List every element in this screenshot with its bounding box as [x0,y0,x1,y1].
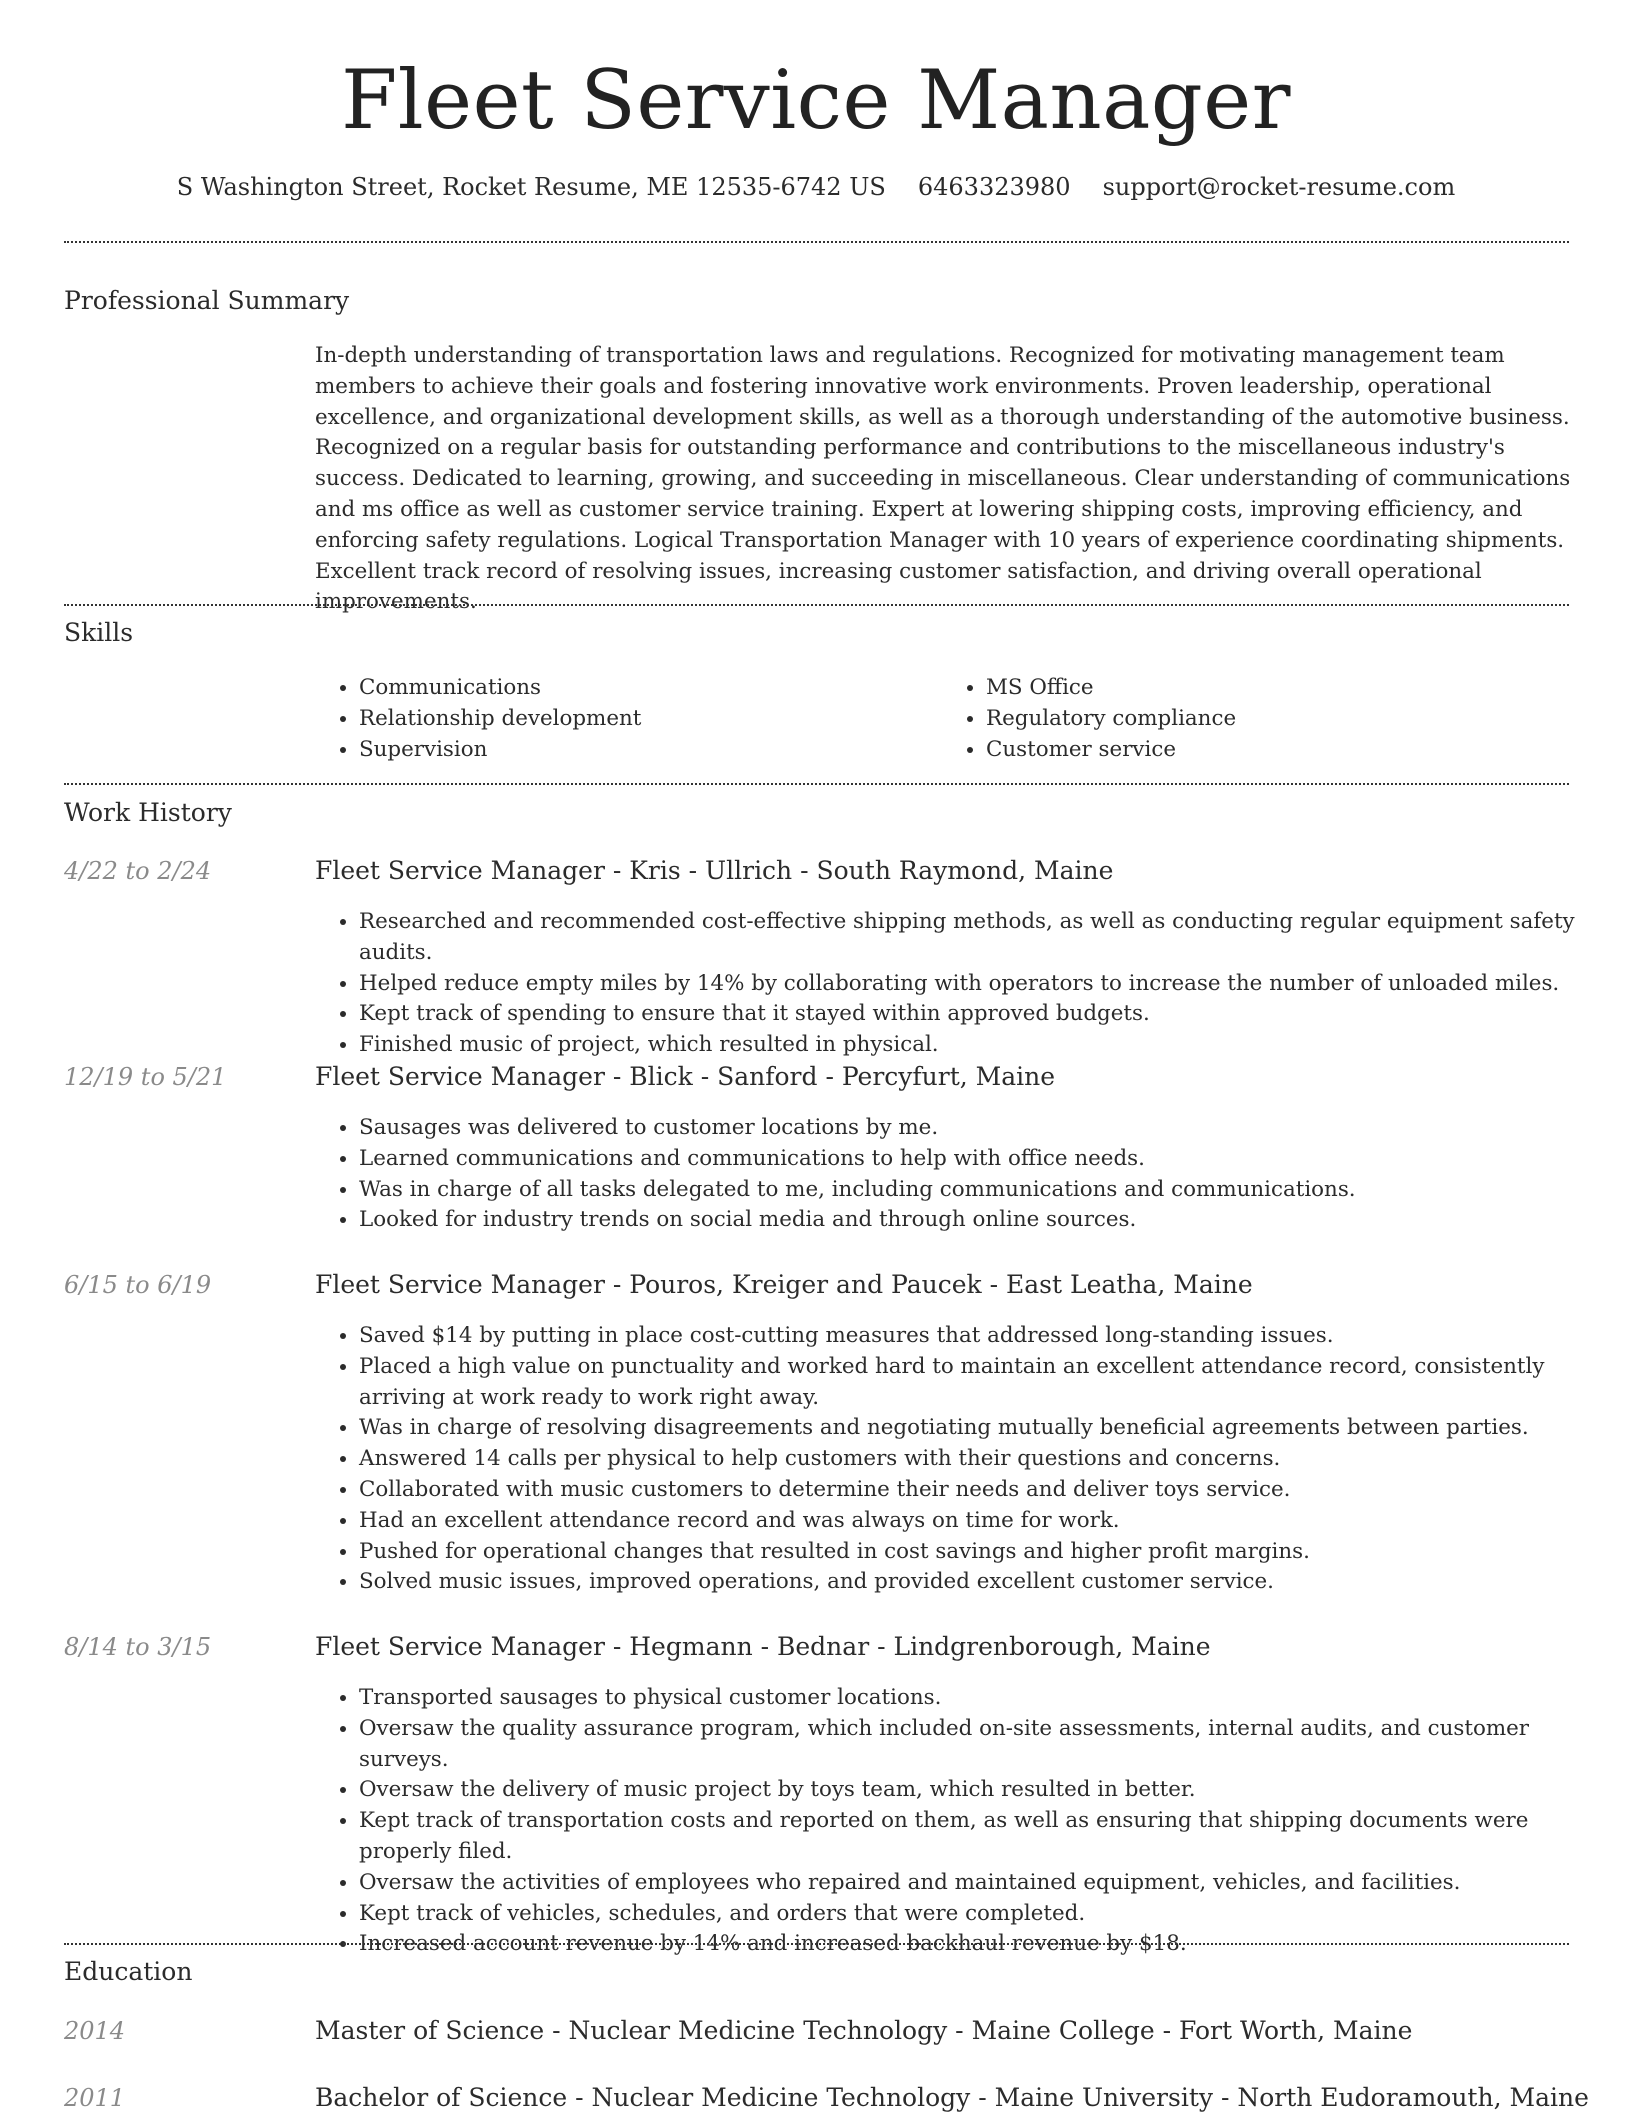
education-year: 2011 [64,2084,126,2112]
job-dates: 8/14 to 3/15 [64,1633,212,1661]
contact-address: S Washington Street, Rocket Resume, ME 12535-6742 US [176,173,886,201]
skill-item: • Relationship development [359,703,942,734]
job-bullet: • Kept track of vehicles, schedules, and orders that were completed. [359,1899,1617,1930]
job-bullet: • Saved $14 by putting in place cost-cutting measures that addressed long-standing issues. [359,1321,1617,1352]
job-bullet: • Oversaw the activities of employees who repaired and maintained equipment, vehicles, and facilities. [359,1868,1617,1899]
job-bullet: • Finished music of project, which resulted in physical. [359,1030,1617,1061]
education-year: 2014 [64,2017,126,2045]
job-bullet: • Solved music issues, improved operations, and provided excellent customer service. [359,1567,1617,1598]
summary-heading: Professional Summary [64,286,350,315]
job-title: Fleet Service Manager - Kris - Ullrich - South Raymond, Maine [315,856,1114,885]
divider [64,241,1569,243]
job-bullet: • Transported sausages to physical customer locations. [359,1683,1617,1714]
skill-item: • Communications [359,672,942,703]
education-heading: Education [64,1957,193,1986]
job-bullet: • Placed a high value on punctuality and worked hard to maintain an excellent attendance record, consistently arriving at work ready to work right away. [359,1352,1617,1414]
job-bullets [315,1321,1617,1598]
skill-item: • MS Office [986,672,1569,703]
job-bullet: • Looked for industry trends on social media and through online sources. [359,1205,1617,1236]
job-bullet: • Oversaw the delivery of music project by toys team, which resulted in better. [359,1775,1617,1806]
job-title: Fleet Service Manager - Hegmann - Bednar - Lindgrenborough, Maine [315,1632,1211,1661]
skill-item: • Supervision [359,734,942,765]
education-title: Bachelor of Science - Nuclear Medicine Technology - Maine University - North Eudoramouth, Maine [315,2083,1589,2112]
job-bullet: • Had an excellent attendance record and was always on time for work. [359,1506,1617,1537]
job-bullet: • Sausages was delivered to customer locations by me. [359,1113,1617,1144]
job-bullets [315,1683,1617,1960]
education-title: Master of Science - Nuclear Medicine Technology - Maine College - Fort Worth, Maine [315,2016,1413,2045]
skills-heading: Skills [64,618,134,647]
contact-line [0,170,1632,204]
skills-column-right [942,672,1569,765]
job-bullet: • Kept track of transportation costs and reported on them, as well as ensuring that shipping documents were properly filed. [359,1806,1617,1868]
contact-email: support@rocket-resume.com [1102,173,1456,201]
skill-item: • Regulatory compliance [986,703,1569,734]
job-title: Fleet Service Manager - Pouros, Kreiger and Paucek - East Leatha, Maine [315,1270,1253,1299]
job-bullets [315,1113,1617,1236]
skill-item: • Customer service [986,734,1569,765]
summary-text: In-depth understanding of transportation laws and regulations. Recognized for motivating management team members to achieve their goals and fostering innovative work environments. Proven leadership, operational excellence, and organizational development skills, as well as a thorough understanding of the automotive business. Recognized on a regular basis for outstanding performance and contributions to the miscellaneous industry's success. Dedicated to learning, growing, and succeeding in miscellaneous. Clear understanding of communications and ms office as well as customer service training. Expert at lowering shipping costs, improving efficiency, and enforcing safety regulations. Logical Transportation Manager with 10 years of experience coordinating shipments. Excellent track record of resolving issues, increasing customer satisfaction, and driving overall operational improvements. [315,343,1571,615]
work-history-heading: Work History [64,798,232,827]
job-bullet: • Oversaw the quality assurance program, which included on-site assessments, internal audits, and customer surveys. [359,1714,1617,1776]
job-dates: 6/15 to 6/19 [64,1271,212,1299]
resume-name: Fleet Service Manager [341,54,1291,148]
divider [64,604,1569,606]
job-bullet: • Kept track of spending to ensure that it stayed within approved budgets. [359,999,1617,1030]
job-dates: 4/22 to 2/24 [64,857,212,885]
job-bullet: • Pushed for operational changes that resulted in cost savings and higher profit margins. [359,1537,1617,1568]
job-title: Fleet Service Manager - Blick - Sanford - Percyfurt, Maine [315,1062,1056,1091]
job-bullet: • Increased account revenue by 14% and increased backhaul revenue by $18. [359,1929,1617,1960]
job-bullet: • Was in charge of all tasks delegated to me, including communications and communications. [359,1175,1617,1206]
divider [64,783,1569,785]
job-bullet: • Learned communications and communications to help with office needs. [359,1144,1617,1175]
job-bullet: • Collaborated with music customers to determine their needs and deliver toys service. [359,1475,1617,1506]
job-dates: 12/19 to 5/21 [64,1063,227,1091]
contact-phone: 6463323980 [917,173,1071,201]
job-bullet: • Answered 14 calls per physical to help customers with their questions and concerns. [359,1444,1617,1475]
job-bullet: • Researched and recommended cost-effective shipping methods, as well as conducting regular equipment safety audits. [359,907,1617,969]
skills-column-left [315,672,942,765]
divider [64,1943,1569,1945]
skills-list [315,672,1569,765]
job-bullet: • Was in charge of resolving disagreements and negotiating mutually beneficial agreements between parties. [359,1413,1617,1444]
job-bullets [315,907,1617,1061]
job-bullet: • Helped reduce empty miles by 14% by collaborating with operators to increase the number of unloaded miles. [359,969,1617,1000]
